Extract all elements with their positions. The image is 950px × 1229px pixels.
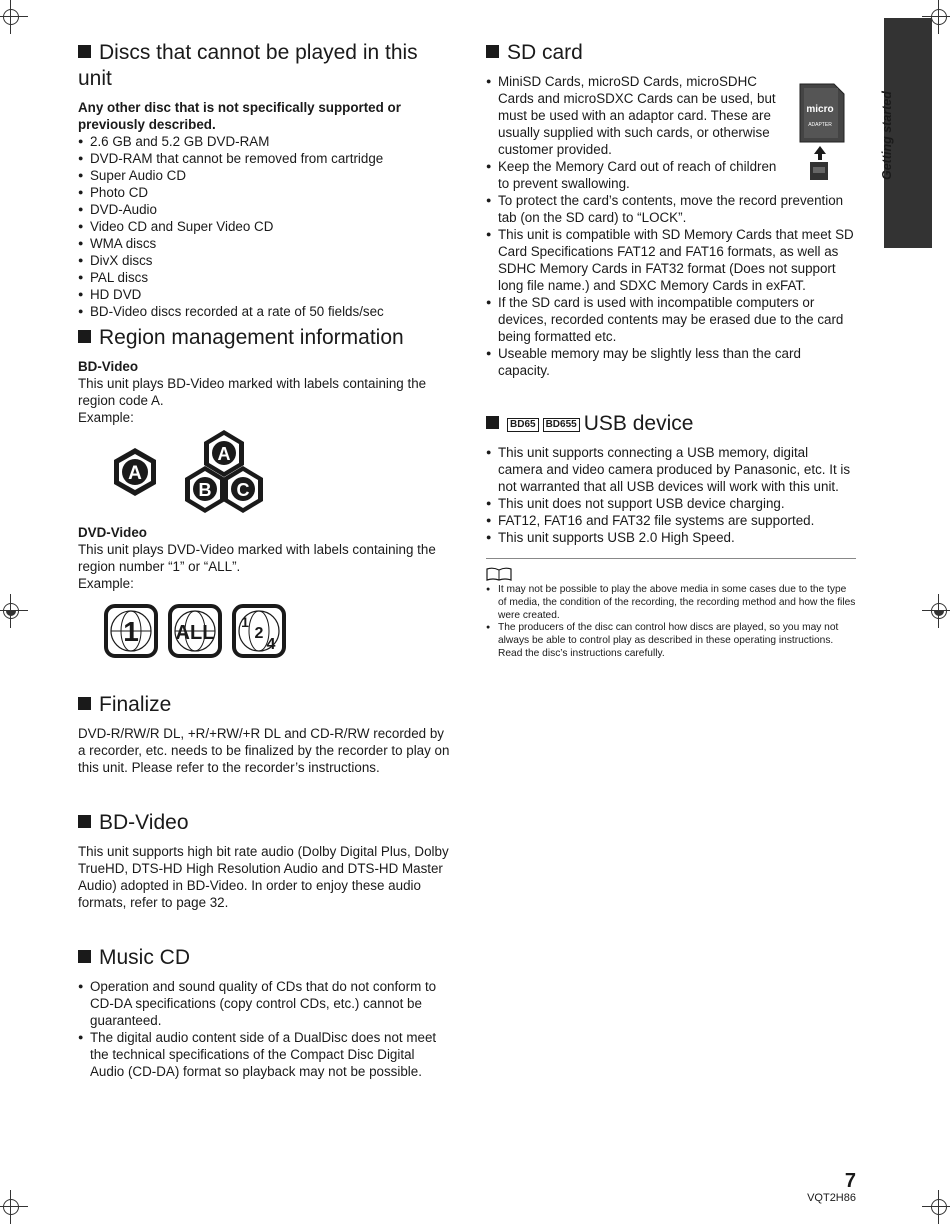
disc-list-item: ● 2.6 GB and 5.2 GB DVD-RAM: [78, 133, 450, 150]
usb-heading: BD65 BD655 USB device: [486, 411, 856, 437]
section-label: Getting started: [880, 91, 894, 180]
notes-divider: [486, 558, 856, 559]
registration-mark-mid-left: [0, 600, 22, 622]
musiccd-list-item: ● The digital audio content side of a DualDisc does not meet the technical specifications of the Compact Disc Digital Audio (CD-DA) format so playback may not be possible.: [78, 1029, 450, 1080]
region-section: [78, 325, 450, 666]
finalize-heading: Finalize: [78, 692, 450, 718]
musiccd-section: [78, 945, 450, 1080]
tag-bd65: BD65: [507, 418, 539, 432]
disc-list-item: ● WMA discs: [78, 235, 450, 252]
svg-text:4: 4: [266, 636, 276, 653]
usb-section: [486, 411, 856, 546]
disc-list-item: ● Video CD and Super Video CD: [78, 218, 450, 235]
document-code: VQT2H86: [807, 1192, 856, 1204]
dvd-region-heading: DVD-Video: [78, 525, 147, 540]
book-icon: [486, 567, 512, 581]
bdvideo-heading: BD-Video: [78, 810, 450, 836]
dvd-region-all-logo: [170, 606, 220, 656]
dvd-region-logos: [78, 596, 450, 666]
disc-list-item: ● Photo CD: [78, 184, 450, 201]
sdcard-list-item: ● If the SD card is used with incompatible computers or devices, recorded contents may be erased due to the card being formatted etc.: [486, 294, 856, 345]
svg-text:A: A: [217, 444, 231, 464]
left-column: [78, 40, 450, 1080]
registration-mark-mid-right: [928, 600, 950, 622]
usb-list-item: ● This unit does not support USB device charging.: [486, 495, 856, 512]
registration-mark-top-left: [0, 6, 22, 28]
bd-region-example: Example:: [78, 410, 134, 425]
svg-text:B: B: [198, 480, 212, 500]
svg-text:1: 1: [123, 616, 139, 647]
bd-region-a-logo: [114, 448, 156, 496]
sdcard-section: [486, 40, 856, 379]
sdcard-list-item: ● MiniSD Cards, microSD Cards, microSDHC Cards and microSDXC Cards can be used, but must be used with an adaptor card. These are usually supplied with such cards, or otherwise customer provided.: [486, 73, 778, 158]
discs-heading: Discs that cannot be played in this unit: [78, 41, 418, 90]
disc-list-item: ● BD-Video discs recorded at a rate of 50 fields/sec: [78, 303, 450, 320]
svg-text:C: C: [236, 480, 250, 500]
finalize-section: [78, 692, 450, 776]
finalize-text: DVD-R/RW/R DL, +R/+RW/+R DL and CD-R/RW recorded by a recorder, etc. needs to be finalized by the recorder to play on this unit. Please refer to the recorder’s instructions.: [78, 726, 450, 775]
svg-text:1: 1: [241, 614, 249, 630]
tag-bd655: BD655: [543, 418, 580, 432]
region-heading: Region management information: [78, 325, 450, 351]
adapter-label-adapter: ADAPTER: [808, 122, 832, 128]
disc-list-item: ● DVD-RAM that cannot be removed from cartridge: [78, 150, 450, 167]
discs-list: [78, 133, 450, 320]
bd-region-text: This unit plays BD-Video marked with labels containing the region code A.: [78, 376, 427, 408]
disc-list-item: ● Super Audio CD: [78, 167, 450, 184]
page-number: 7: [844, 1170, 856, 1192]
usb-list-item: ● This unit supports connecting a USB memory, digital camera and video camera produced by Panasonic, etc. It is not warranted that all USB devices will work with this unit.: [486, 444, 856, 495]
usb-list: [486, 444, 856, 546]
svg-text:2: 2: [254, 625, 264, 642]
bd-region-heading: BD-Video: [78, 359, 139, 374]
disc-list-item: ● PAL discs: [78, 269, 450, 286]
disc-list-item: ● HD DVD: [78, 286, 450, 303]
sdcard-list-item: ● To protect the card’s contents, move the record prevention tab (on the SD card) to “LOCK”.: [486, 192, 856, 226]
registration-mark-bottom-left: [0, 1196, 22, 1218]
dvd-region-text: This unit plays DVD-Video marked with labels containing the region number “1” or “ALL”.: [78, 542, 436, 574]
registration-mark-bottom-right: [928, 1196, 950, 1218]
microsd-adapter-icon: [798, 82, 846, 182]
sdcard-heading: SD card: [486, 40, 856, 66]
discs-section: [78, 40, 450, 319]
note-list-item: ● It may not be possible to play the above media in some cases due to the type of media, the condition of the recording, the recording method and how the files were created.: [486, 584, 856, 622]
bdvideo-section: [78, 810, 450, 911]
bd-region-abc-logo: [185, 430, 263, 513]
discs-intro: Any other disc that is not specifically supported or previously described.: [78, 100, 401, 132]
sdcard-list-item: ● This unit is compatible with SD Memory Cards that meet SD Card Specifications FAT12 and FAT16 formats, as well as SDHC Memory Cards in FAT32 format (Does not support long file name.) and SDXC Memory Cards in exFAT.: [486, 226, 856, 294]
adapter-label-micro: micro: [806, 104, 834, 115]
dvd-region-multi-logo: [234, 606, 284, 656]
notes-list: [486, 584, 856, 661]
disc-list-item: ● DivX discs: [78, 252, 450, 269]
usb-list-item: ● This unit supports USB 2.0 High Speed.: [486, 529, 856, 546]
note-list-item: ● The producers of the disc can control how discs are played, so you may not always be able to control play as described in these operating instructions. Read the disc’s instructions carefully.: [486, 622, 856, 660]
musiccd-heading: Music CD: [78, 945, 450, 971]
bd-region-logos: [78, 428, 450, 524]
sdcard-list-item: ● Keep the Memory Card out of reach of children to prevent swallowing.: [486, 158, 788, 192]
dvd-region-1-logo: [106, 606, 156, 656]
bdvideo-text: This unit supports high bit rate audio (Dolby Digital Plus, Dolby TrueHD, DTS-HD High Resolution Audio and DTS-HD Master Audio) adopted in BD-Video. In order to enjoy these audio formats, refer to page 32.: [78, 844, 449, 910]
disc-list-item: ● DVD-Audio: [78, 201, 450, 218]
bd-logo-letter-a: A: [128, 463, 142, 484]
right-column: [486, 40, 856, 661]
musiccd-list-item: ● Operation and sound quality of CDs that do not conform to CD-DA specifications (copy control CDs, etc.) cannot be guaranteed.: [78, 978, 450, 1029]
dvd-region-example: Example:: [78, 576, 134, 591]
usb-list-item: ● FAT12, FAT16 and FAT32 file systems are supported.: [486, 512, 856, 529]
musiccd-list: [78, 978, 450, 1080]
svg-text:ALL: ALL: [175, 622, 215, 644]
sdcard-list-item: ● Useable memory may be slightly less than the card capacity.: [486, 345, 856, 379]
notes-section: [486, 567, 856, 661]
